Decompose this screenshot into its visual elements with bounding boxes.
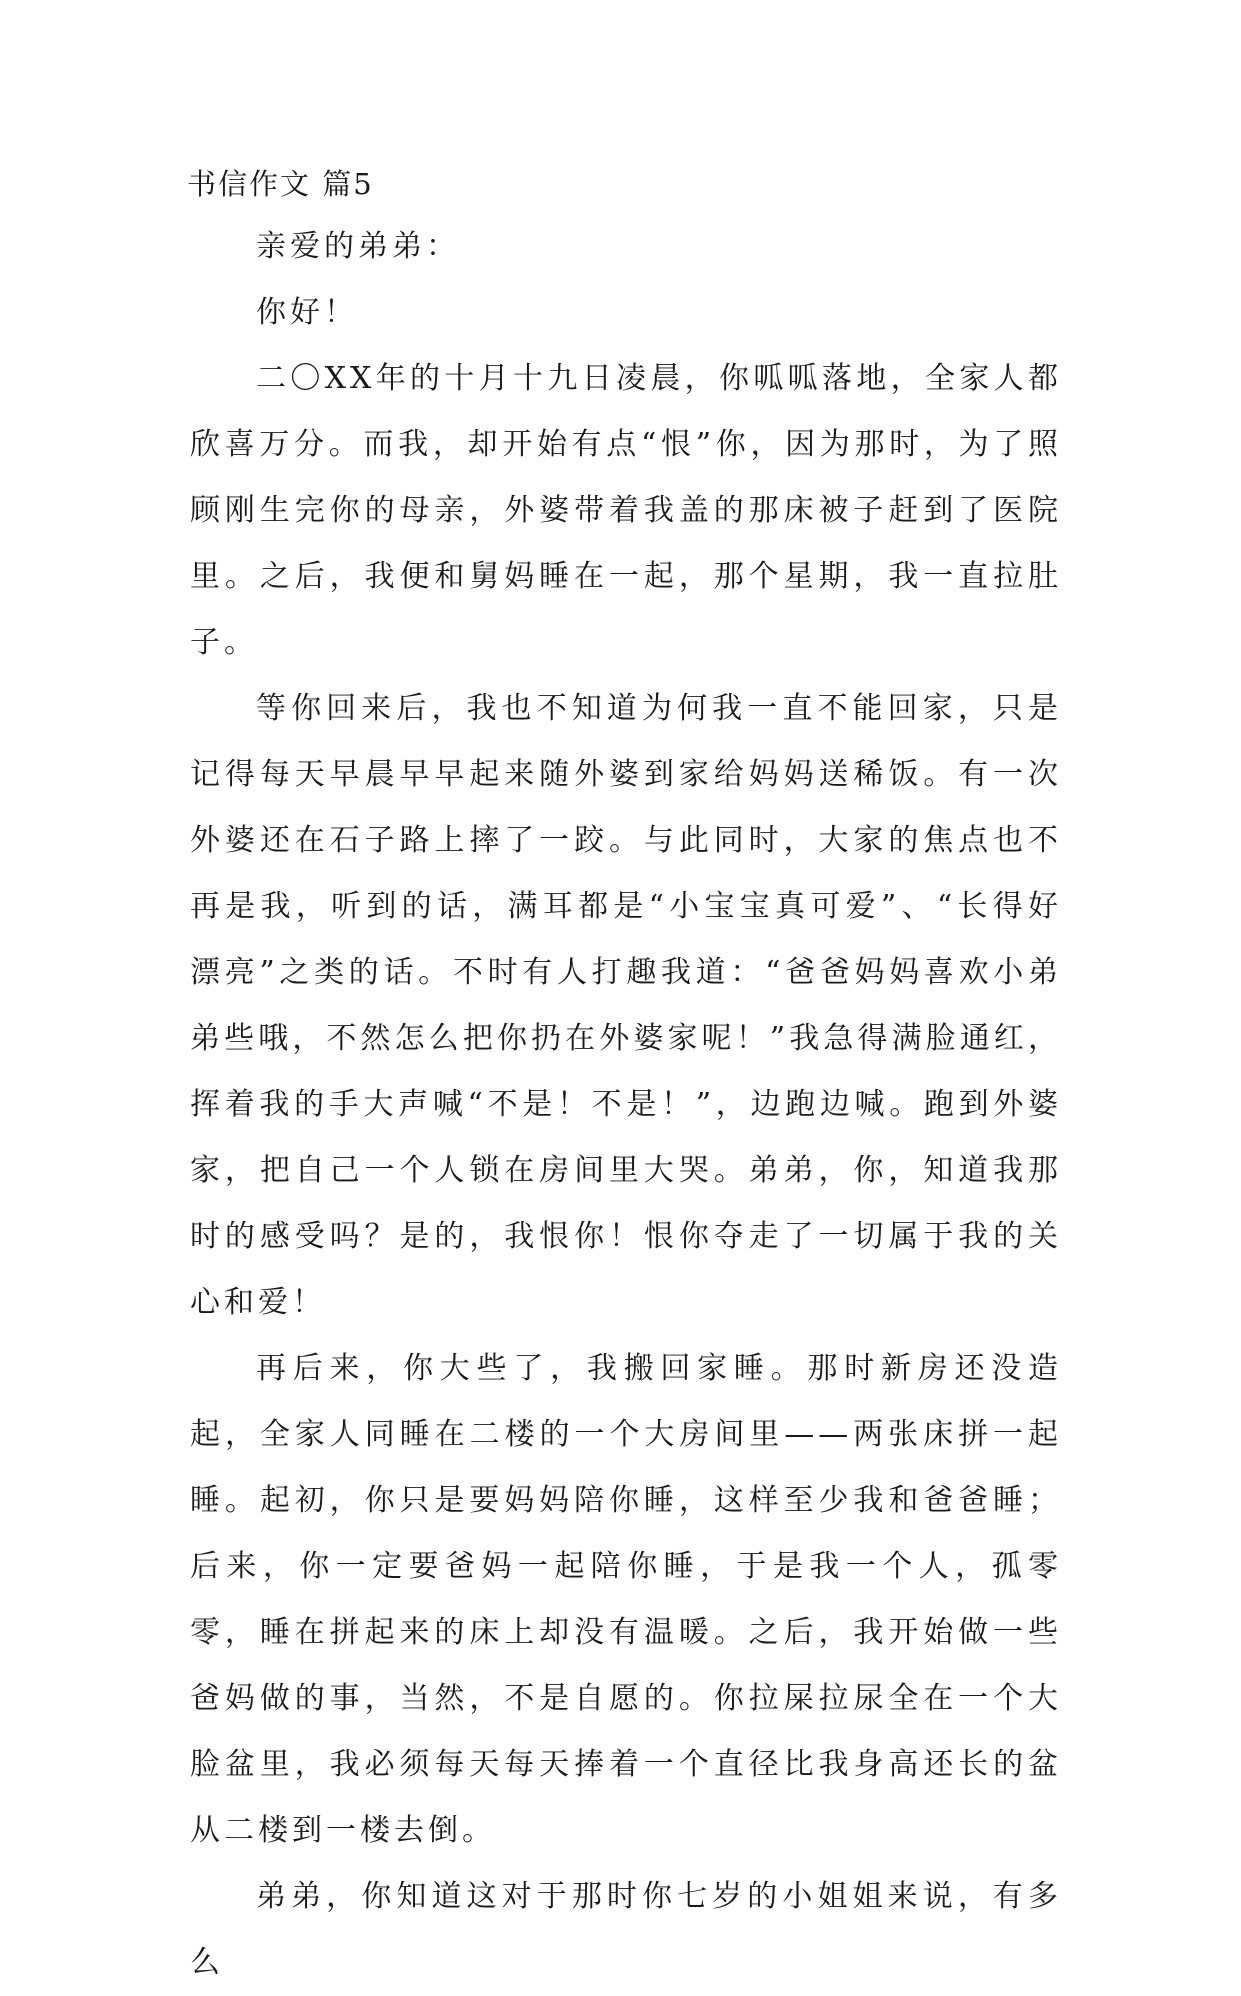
letter-paragraph-3: 再后来，你大些了，我搬回家睡。那时新房还没造起，全家人同睡在二楼的一个大房间里——两张床拼一起睡。起初，你只是要妈妈陪你睡，这样至少我和爸爸睡；后来，你一定要爸妈一起陪你睡，于是我一个人，孤零零，睡在拼起来的床上却没有温暖。之后，我开始做一些爸妈做的事，当然，不是自愿的。你拉屎拉尿全在一个大脸盆里，我必须每天每天捧着一个直径比我身高还长的盆从二楼到一楼去倒。 [190,1351,1062,1848]
letter-paragraph-4: 弟弟，你知道这对于那时你七岁的小姐姐来说，有多么 [190,1879,1062,1980]
letter-paragraph-2: 等你回来后，我也不知道为何我一直不能回家，只是记得每天早晨早早起来随外婆到家给妈妈送稀饭。有一次外婆还在石子路上摔了一跤。与此同时，大家的焦点也不再是我，听到的话，满耳都是“小宝宝真可爱”、“长得好漂亮”之类的话。不时有人打趣我道：“爸爸妈妈喜欢小弟弟些哦，不然怎么把你扔在外婆家呢！”我急得满脸通红，挥着我的手大声喊“不是！不是！”，边跑边喊。跑到外婆家，把自己一个人锁在房间里大哭。弟弟，你，知道我那时的感受吗？是的，我恨你！恨你夺走了一切属于我的关心和爱！ [190,691,1062,1320]
letter-greeting: 你好！ [256,295,358,330]
letter-salutation: 亲爱的弟弟： [256,229,460,264]
letter-body [190,214,1062,1996]
letter-paragraph-1: 二〇XX年的十月十九日凌晨，你呱呱落地，全家人都欣喜万分。而我，却开始有点“恨”你，因为那时，为了照顾刚生完你的母亲，外婆带着我盖的那床被子赶到了医院里。之后，我便和舅妈睡在一起，那个星期，我一直拉肚子。 [190,361,1062,660]
document-title: 书信作文 篇5 [187,167,374,201]
